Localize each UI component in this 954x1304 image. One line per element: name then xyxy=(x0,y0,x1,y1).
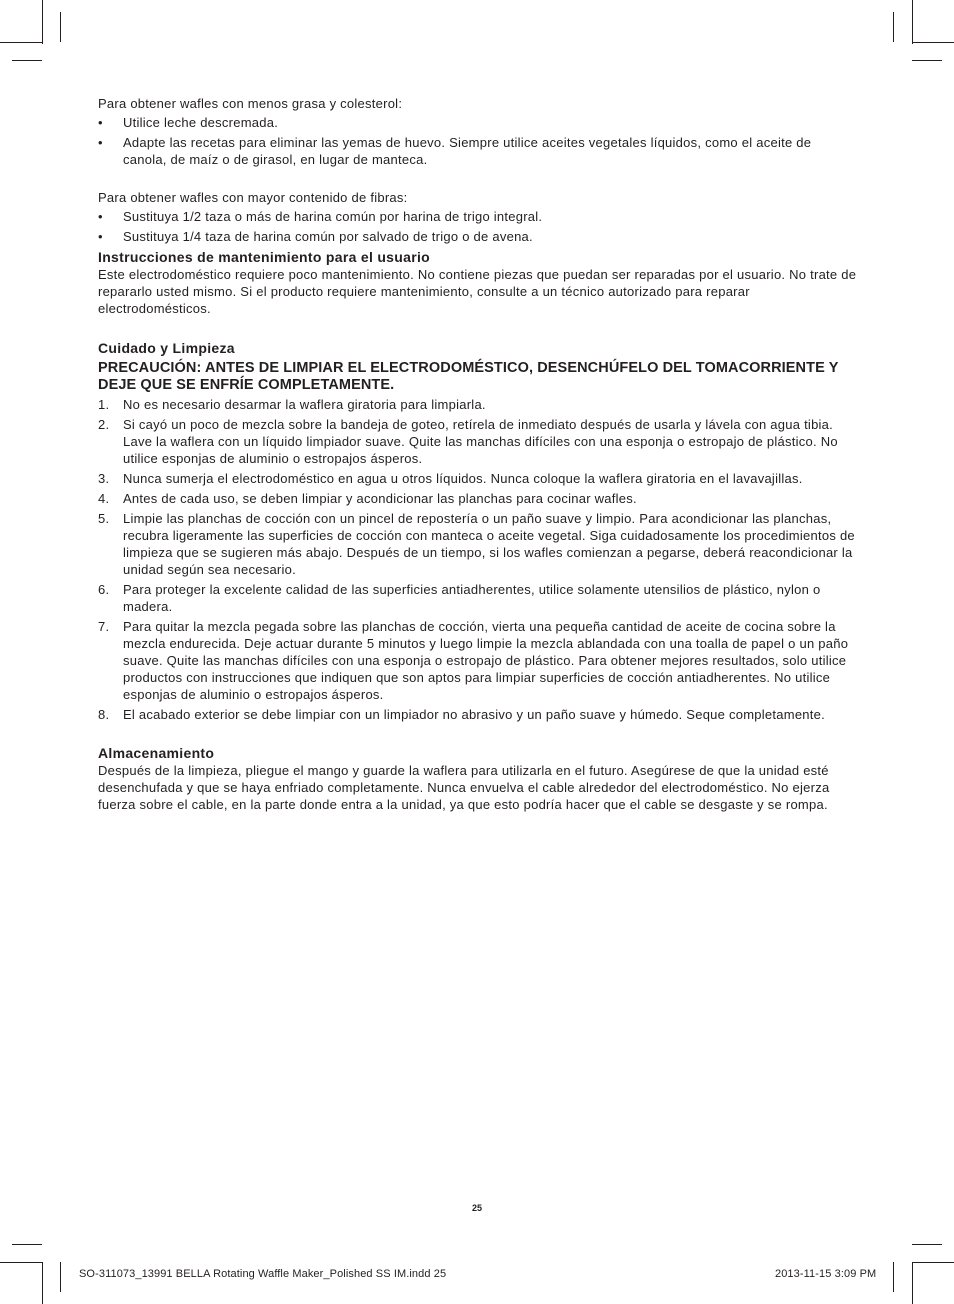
caution-text: PRECAUCIÓN: ANTES DE LIMPIAR EL ELECTRODOMÉSTICO, DESENCHÚFELO DEL TOMACORRIENTE Y DEJE QUE SE ENFRÍE COMPLETAMENTE. xyxy=(98,360,839,393)
list-item: • Utilice leche descremada. xyxy=(98,115,279,130)
crop-mark xyxy=(912,1262,954,1263)
list-item: • Adapte las recetas para eliminar las yemas de huevo. Siempre utilice aceites vegetales líquidos, como el aceite de canola, de maíz o de girasol, en lugar de manteca. xyxy=(98,135,812,167)
cleaning-section xyxy=(98,339,858,723)
crop-mark xyxy=(912,1262,913,1304)
bullet: • xyxy=(98,209,103,224)
crop-mark xyxy=(12,1244,42,1245)
crop-mark xyxy=(893,1262,894,1292)
crop-mark xyxy=(60,1262,61,1292)
print-timestamp: 2013-11-15 3:09 PM xyxy=(775,1268,877,1280)
page-number: 25 xyxy=(471,1203,482,1213)
crop-mark xyxy=(60,12,61,42)
list-item: 4. Antes de cada uso, se deben limpiar y acondicionar las planchas para cocinar wafles. xyxy=(98,491,637,506)
list-item: 8. El acabado exterior se debe limpiar con un limpiador no abrasivo y un paño suave y húmedo. Seque completamente. xyxy=(98,707,825,722)
bullet: • xyxy=(98,115,103,130)
list-item: 3. Nunca sumerja el electrodoméstico en agua u otros líquidos. Nunca coloque la waflera giratoria en el lavavajillas. xyxy=(98,471,803,486)
crop-mark xyxy=(912,60,942,61)
crop-mark xyxy=(0,42,42,43)
high-fiber-section xyxy=(98,189,858,245)
low-fat-list xyxy=(98,114,858,168)
file-slug: SO-311073_13991 BELLA Rotating Waffle Maker_Polished SS IM.indd 25 xyxy=(79,1268,447,1280)
storage-section xyxy=(98,744,858,813)
storage-heading: Almacenamiento xyxy=(98,745,215,761)
crop-mark xyxy=(42,0,43,44)
list-item: • Sustituya 1/4 taza de harina común por salvado de trigo o de avena. xyxy=(98,229,533,244)
crop-mark xyxy=(912,0,913,44)
list-item: 7. Para quitar la mezcla pegada sobre las planchas de cocción, vierta una pequeña cantidad de aceite de cocina sobre la mezcla endurecida. Deje actuar durante 5 minutos y luego limpie la mezcla ablandada con una toalla de papel o un paño suave. Quite las manchas difíciles con una esponja o estropajo de plástico. Para obtener mejores resultados, solo utilice productos con instrucciones que indiquen que son aptos para limpiar superficies de cocción antiadherentes. No utilice esponjas de aluminio o estropajos ásperos. xyxy=(98,619,849,702)
crop-mark xyxy=(912,42,954,43)
low-fat-section xyxy=(98,95,858,168)
page-content xyxy=(98,95,858,813)
maintenance-section xyxy=(98,248,858,317)
crop-mark xyxy=(912,1244,942,1245)
low-fat-intro: Para obtener wafles con menos grasa y colesterol: xyxy=(98,96,403,111)
bullet: • xyxy=(98,229,103,244)
list-item: 6. Para proteger la excelente calidad de las superficies antiadherentes, utilice solamente utensilios de plástico, nylon o madera. xyxy=(98,582,821,614)
storage-body: Después de la limpieza, pliegue el mango y guarde la waflera para utilizarla en el futuro. Asegúrese de que la unidad esté desenchufada y que se haya enfriado completamente. Nunca envuelva el cable alrededor del electrodoméstico. No ejerza fuerza sobre el cable, en la parte donde entra a la unidad, ya que esto podría hacer que el cable se desgaste y se rompa. xyxy=(98,763,830,812)
bullet: • xyxy=(98,135,103,150)
crop-mark xyxy=(893,12,894,42)
cleaning-heading: Cuidado y Limpieza xyxy=(98,340,235,356)
maintenance-body: Este electrodoméstico requiere poco mantenimiento. No contiene piezas que puedan ser reparadas por el usuario. No trate de repararlo usted mismo. Si el producto requiere mantenimiento, consulte a un técnico autorizado para reparar electrodomésticos. xyxy=(98,267,857,316)
list-item: 1. No es necesario desarmar la waflera giratoria para limpiarla. xyxy=(98,397,486,412)
maintenance-heading: Instrucciones de mantenimiento para el usuario xyxy=(98,249,430,265)
cleaning-steps xyxy=(98,396,858,723)
list-item: 5. Limpie las planchas de cocción con un pincel de repostería o un paño suave y limpio. Para acondicionar las planchas, recubra ligeramente las superficies de cocción con manteca o aceite vegetal. Siga cuidadosamente los procedimientos de limpieza que se sugieren más abajo. Después de un tiempo, si los wafles comienzan a pegarse, deberá reacondicionar la unidad según sea necesario. xyxy=(98,511,855,577)
list-item: • Sustituya 1/2 taza o más de harina común por harina de trigo integral. xyxy=(98,209,543,224)
crop-mark xyxy=(12,60,42,61)
high-fiber-intro: Para obtener wafles con mayor contenido de fibras: xyxy=(98,190,408,205)
high-fiber-list xyxy=(98,208,858,245)
list-item: 2. Si cayó un poco de mezcla sobre la bandeja de goteo, retírela de inmediato después de usarla y lávela con agua tibia. Lave la waflera con un líquido limpiador suave. Quite las manchas difíciles con una esponja o estropajo de plástico. No utilice esponjas de aluminio o estropajos ásperos. xyxy=(98,417,838,466)
crop-mark xyxy=(42,1262,43,1304)
crop-mark xyxy=(0,1262,42,1263)
